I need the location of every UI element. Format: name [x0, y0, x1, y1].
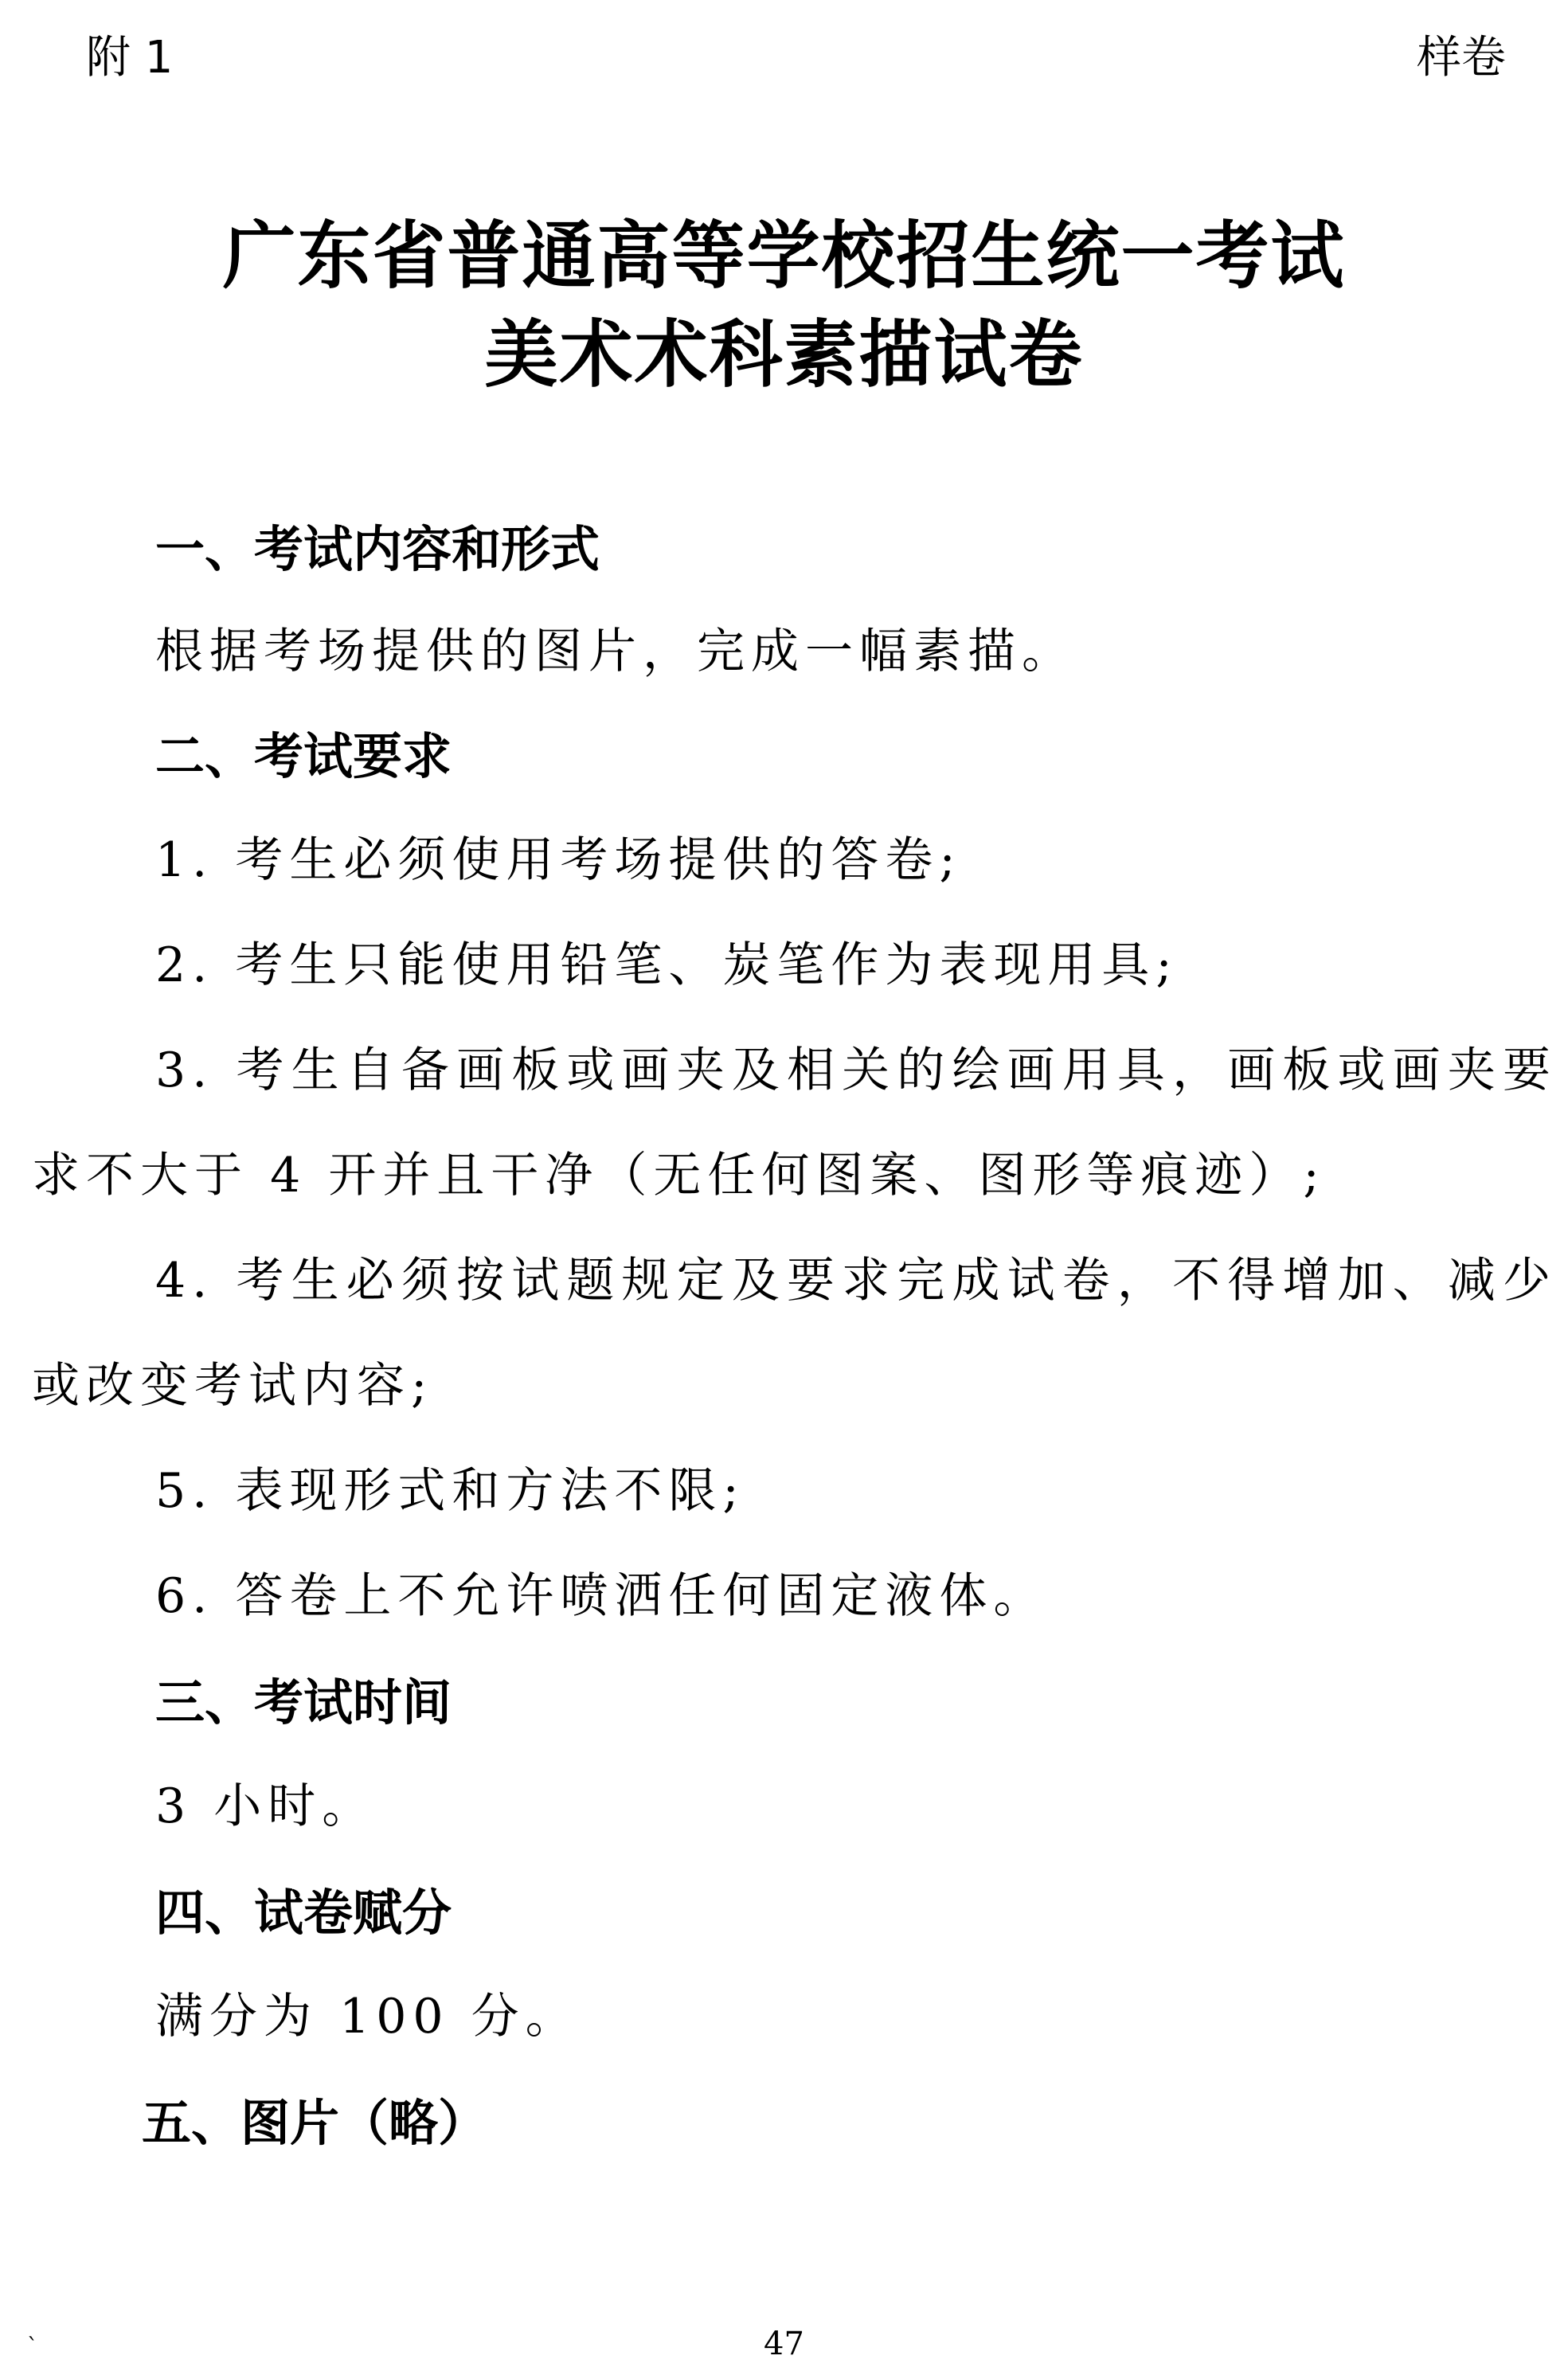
document-title-line-1: 广东省普通高等学校招生统一考试	[222, 213, 1346, 299]
footer-mark: `	[27, 2334, 38, 2360]
requirement-5: 5. 表现形式和方法不限;	[155, 1463, 745, 1519]
sample-label: 样卷	[1417, 32, 1506, 84]
section-1-heading: 一、考试内容和形式	[155, 520, 600, 578]
section-1-text: 根据考场提供的图片，完成一幅素描。	[155, 624, 1076, 679]
attachment-label: 附 1	[86, 32, 174, 84]
section-4-heading: 四、试卷赋分	[155, 1884, 452, 1942]
requirement-1: 1. 考生必须使用考场提供的答卷;	[155, 832, 962, 888]
requirement-4-line-2: 或改变考试内容;	[32, 1358, 434, 1414]
requirement-3-line-1: 3. 考生自备画板或画夹及相关的绘画用具，画板或画夹要	[155, 1043, 1557, 1098]
section-2-heading: 二、考试要求	[155, 727, 452, 785]
requirement-6: 6. 答卷上不允许喷洒任何固定液体。	[155, 1568, 1048, 1624]
document-title-line-2: 美术术科素描试卷	[484, 312, 1084, 397]
requirement-3-line-2: 求不大于 4 开并且干净（无任何图案、图形等痕迹）;	[32, 1148, 1326, 1203]
page-number: 47	[764, 2326, 804, 2362]
section-3-text: 3 小时。	[155, 1778, 377, 1834]
section-4-text: 满分为 100 分。	[155, 1989, 580, 2044]
section-5-heading: 五、图片（略）	[142, 2094, 488, 2152]
section-3-heading: 三、考试时间	[155, 1673, 452, 1731]
requirement-4-line-1: 4. 考生必须按试题规定及要求完成试卷，不得增加、减少	[155, 1253, 1557, 1309]
requirement-2: 2. 考生只能使用铅笔、炭笔作为表现用具;	[155, 937, 1179, 993]
